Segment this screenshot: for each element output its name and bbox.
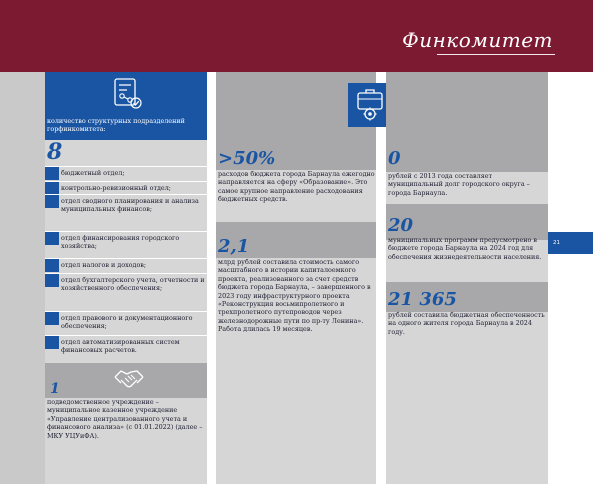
right-stat3-text: рублей составила бюджетная обеспеченность на одного жителя города Барнаула в 2024 году. — [388, 311, 545, 336]
middle-stat2-text: млрд рублей составила стоимость самого масштабного в истории капиталоемкого проекта, реализованного за счет средств бюджета города Барнаула, – завершенного в 2023 году инфраструктурного проекта «Реконструкция восьмипролетного и трехпролетного путепроводов через железнодорожные пути по пр-ту Ленина». Работа длилась 19 месяцев. — [218, 258, 371, 334]
logo-underline — [437, 54, 555, 55]
right-stat2-text: муниципальных программ предусмотрено в бюджете города Барнаула на 2024 год для обеспечения жизнедеятельности населения. — [388, 236, 542, 261]
right-stat3-value: 21 365 — [388, 289, 457, 310]
handshake-icon — [112, 363, 146, 395]
left-edge-strip — [0, 72, 45, 484]
department-label: отдел налогов и доходов; — [61, 261, 147, 269]
list-marker — [45, 312, 59, 325]
department-item — [45, 166, 207, 182]
department-label: отдел автоматизированных систем финансовых расчетов. — [61, 338, 180, 355]
department-item — [45, 194, 207, 232]
right-top-gray-block — [386, 72, 548, 172]
department-label: отдел правового и документационного обеспечения; — [61, 314, 193, 331]
briefcase-gear-icon — [354, 85, 386, 123]
list-marker — [45, 195, 59, 208]
middle-stat1-text: расходов бюджета города Барнаула ежегодно направляется на сферу «Образование». Это самое крупное направление расходования бюджетных средств. — [218, 170, 375, 204]
list-marker — [45, 274, 59, 287]
right-stat1-text: рублей с 2013 года составляет муниципальный долг городского округа – города Барнаула. — [388, 172, 530, 197]
department-label: отдел бухгалтерского учета, отчетности и хозяйственного обеспечения; — [61, 276, 205, 293]
department-item — [45, 273, 207, 312]
department-item — [45, 335, 207, 364]
right-stat2-value: 20 — [388, 215, 414, 236]
list-marker — [45, 336, 59, 349]
document-flow-icon — [108, 76, 144, 112]
list-marker — [45, 232, 59, 245]
subordinate-text: подведомственное учреждение – муниципальное казенное учреждение «Управление централизованного учета и финансового анализа» (с 01.01.2022) (далее – МКУ УЦУиФА). — [47, 398, 203, 440]
department-label: бюджетный отдел; — [61, 169, 125, 177]
subdivisions-label: количество структурных подразделений горфинкомитета: — [47, 117, 185, 134]
subdivisions-count: 8 — [47, 139, 63, 165]
department-label: отдел финансирования городского хозяйства; — [61, 234, 180, 251]
department-label: отдел сводного планирования и анализа муниципальных финансов; — [61, 197, 199, 214]
department-item — [45, 231, 207, 259]
list-marker — [45, 167, 59, 180]
department-item — [45, 258, 207, 274]
page-number: 21 — [548, 232, 593, 254]
department-label: контрольно-ревизионный отдел; — [61, 184, 171, 192]
list-marker — [45, 259, 59, 272]
right-stat1-value: 0 — [388, 148, 401, 169]
department-item — [45, 311, 207, 336]
logo: Финкомитет — [402, 28, 553, 52]
middle-stat2-value: 2,1 — [218, 236, 250, 257]
subordinate-count: 1 — [50, 381, 60, 397]
middle-stat1-value: >50% — [218, 148, 276, 169]
department-item — [45, 181, 207, 195]
